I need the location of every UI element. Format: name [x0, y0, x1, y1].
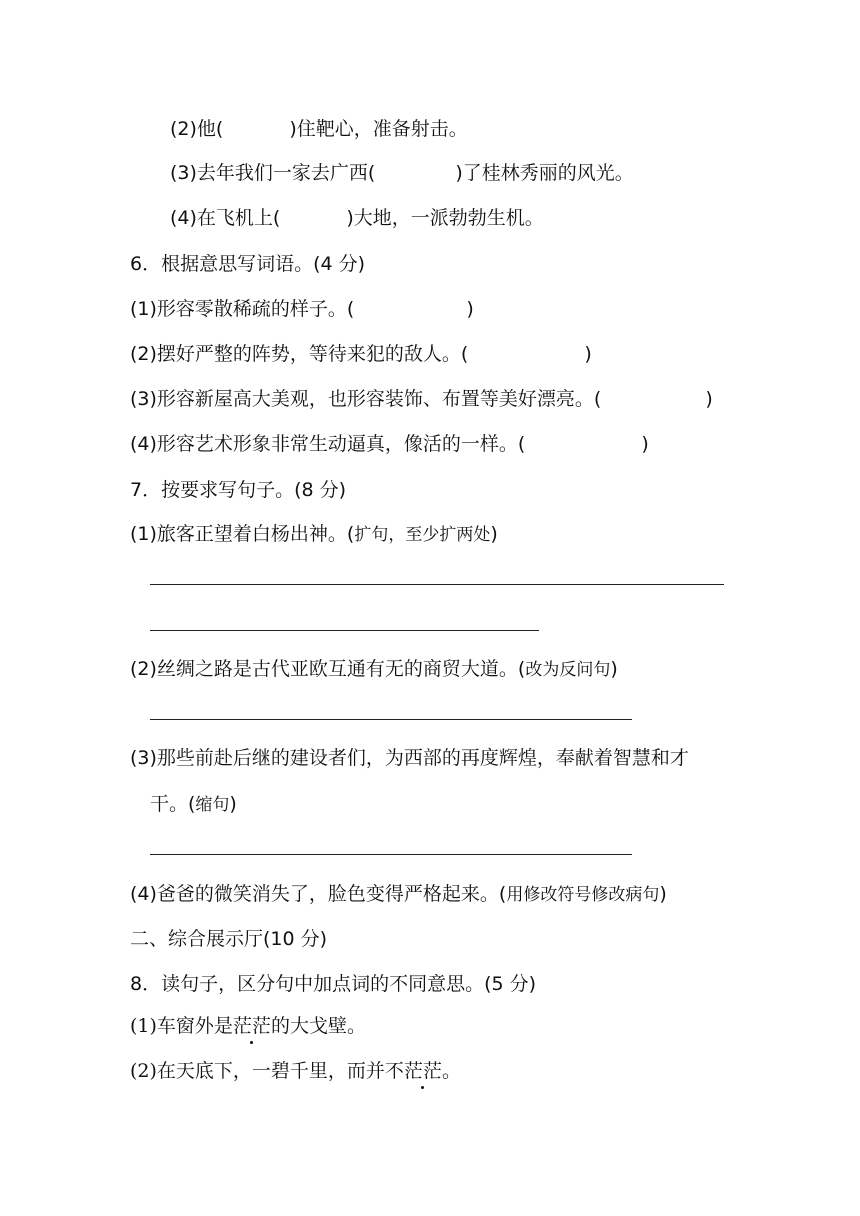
answer-line[interactable] [150, 719, 632, 720]
answer-line[interactable] [150, 584, 724, 585]
q7-item-4-text: (4)爸爸的微笑消失了，脸色变得严格起来。( [130, 883, 507, 905]
answer-line[interactable] [150, 854, 632, 855]
q6-item-3-pre: (3)形容新屋高大美观，也形容装饰、布置等美好漂亮。( [130, 388, 602, 410]
q6-item-1-post: ) [466, 298, 474, 320]
q6-title: 6．根据意思写词语。(4 分) [130, 253, 366, 275]
dotted-word: 茫茫 [232, 1015, 271, 1037]
q7-item-2-note: 改为反问句 [525, 660, 611, 680]
q6-item-2 [130, 341, 592, 367]
q7-item-1-note: 扩句，至少扩两处 [354, 525, 491, 545]
q6-item-1 [130, 296, 474, 322]
q5-item-4-post: )大地，一派勃勃生机。 [346, 207, 544, 229]
q5-item-3-post: )了桂林秀丽的风光。 [455, 162, 634, 184]
q6-item-4 [130, 431, 649, 457]
q8-title: 8．读句子，区分句中加点词的不同意思。(5 分) [130, 973, 537, 995]
q8-item-2-pre: (2)在天底下，一碧千里，而并不 [130, 1060, 404, 1082]
q7-item-3-continued [150, 791, 237, 818]
q6-item-3-post: ) [705, 388, 713, 410]
q6-item-3 [130, 386, 713, 412]
q5-item-3-pre: (3)去年我们一家去广西( [170, 162, 376, 184]
q5-item-2 [170, 116, 468, 142]
section-2-title: 二、综合展示厅(10 分) [130, 928, 328, 950]
q7-item-4 [130, 881, 667, 908]
q8-item-1-post: 的大戈壁。 [270, 1015, 366, 1037]
q5-item-2-post: )住靶心，准备射击。 [289, 118, 468, 140]
q7-title: 7．按要求写句子。(8 分) [130, 479, 347, 501]
q7-item-3-note: 缩句 [195, 795, 230, 815]
q5-item-3 [170, 160, 634, 186]
q7-item-3: (3)那些前赴后继的建设者们，为西部的再度辉煌，奉献着智慧和才 [130, 747, 689, 769]
q6-item-2-pre: (2)摆好严整的阵势，等待来犯的敌人。( [130, 343, 469, 365]
q6-item-4-post: ) [641, 433, 649, 455]
q7-item-3-close: ) [229, 793, 237, 815]
q6-item-1-pre: (1)形容零散稀疏的样子。( [130, 298, 355, 320]
q6-item-4-pre: (4)形容艺术形象非常生动逼真，像活的一样。( [130, 433, 526, 455]
q8-item-2 [130, 1058, 461, 1084]
answer-line[interactable] [150, 630, 539, 631]
q7-item-3-cont-pre: 干。( [150, 793, 196, 815]
q7-item-2 [130, 656, 618, 683]
q8-item-1 [130, 1013, 366, 1039]
q7-item-1-text: (1)旅客正望着白杨出神。( [130, 523, 355, 545]
q5-item-4 [170, 205, 544, 231]
q7-item-4-note: 用修改符号修改病句 [506, 885, 660, 905]
q8-item-1-pre: (1)车窗外是 [130, 1015, 233, 1037]
q7-item-2-close: ) [610, 658, 618, 680]
q5-item-4-pre: (4)在飞机上( [170, 207, 281, 229]
q7-item-2-text: (2)丝绸之路是古代亚欧互通有无的商贸大道。( [130, 658, 526, 680]
q8-item-2-post: 。 [441, 1060, 461, 1082]
q5-item-2-pre: (2)他( [170, 118, 224, 140]
q7-item-1-close: ) [490, 523, 498, 545]
dotted-word: 茫茫 [403, 1060, 442, 1082]
q7-item-4-close: ) [659, 883, 667, 905]
q6-item-2-post: ) [584, 343, 592, 365]
q7-item-1 [130, 521, 498, 548]
